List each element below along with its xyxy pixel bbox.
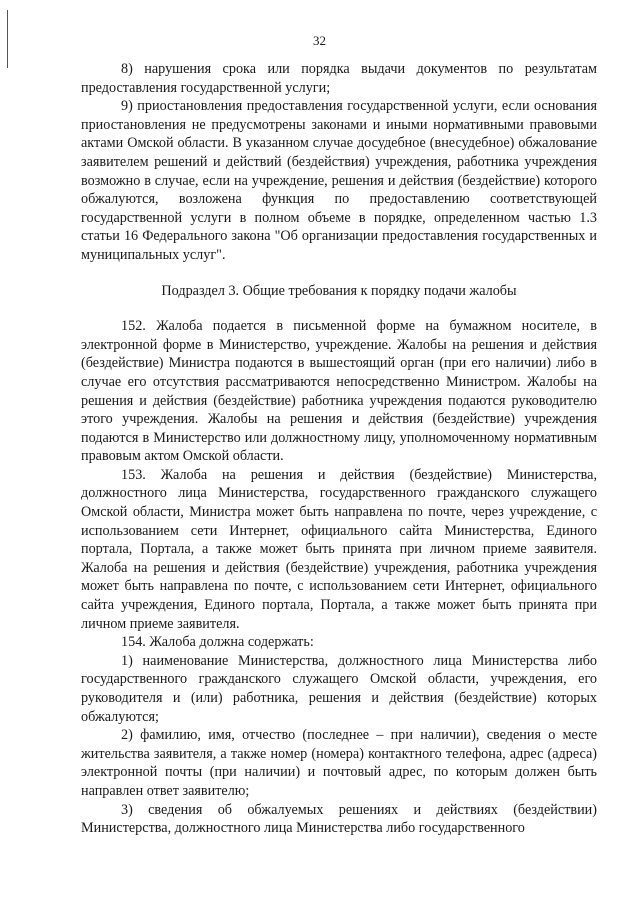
- paragraph-153: 153. Жалоба на решения и действия (бездействие) Министерства, должностного лица Министерства, государственного гражданского служащего Омской области, Министра может быть направлена по почте, через учреждение, с использованием сети Интернет, официального сайта Министерства, Единого портала, Портала, а также может быть принята при личном приеме заявителя. Жалоба на решения и действия (бездействие) учреждения, работника учреждения может быть направлена по почте, с использованием сети Интернет, официального сайта учреждения, Единого портала, Портала, а также может быть принята при личном приеме заявителя.: [81, 466, 597, 632]
- paragraph-item-9: 9) приостановления предоставления государственной услуги, если основания приостановления не предусмотрены законами и иными нормативными правовыми актами Омской области. В указанном случае досудебное (внесудебное) обжалование заявителем решений и действий (бездействия) учреждения, работника учреждения возможно в случае, если на учреждение, решения и действия (бездействие) которого обжалуются, возложена функция по предоставлению соответствующей государственной услуги в полном объеме в порядке, определенном частью 1.3 статьи 16 Федерального закона "Об организации предоставления государственных и муниципальных услуг".: [81, 98, 597, 263]
- page-number: 32: [313, 33, 326, 48]
- paragraph-154-item-3: 3) сведения об обжалуемых решениях и действиях (бездействии) Министерства, должностного лица Министерства либо государственного: [81, 801, 597, 837]
- subsection-title: Подраздел 3. Общие требования к порядку подачи жалобы: [161, 282, 517, 299]
- paragraph-item-8: 8) нарушения срока или порядка выдачи документов по результатам предоставления государственной услуги;: [81, 61, 597, 96]
- paragraph-152: 152. Жалоба подается в письменной форме на бумажном носителе, в электронной форме в Министерство, учреждение. Жалобы на решения и действия (бездействие) Министра подаются в вышестоящий орган (при его наличии) либо в случае его отсутствия рассматриваются непосредственно Министром. Жалобы на решения и действия (бездействие) работника учреждения подаются руководителю этого учреждения. Жалобы на решения и действия (бездействие) учреждения подаются в Министерство или должностному лицу, уполномоченному нормативным правовым актом Омской области.: [81, 318, 597, 465]
- document-body: [81, 60, 597, 838]
- paragraph-154-item-2: 2) фамилию, имя, отчество (последнее – при наличии), сведения о месте жительства заявителя, а также номер (номера) контактного телефона, адрес (адреса) электронной почты (при наличии) и почтовый адрес, по которым должен быть направлен ответ заявителю;: [81, 727, 597, 799]
- paragraph-154-item-1: 1) наименование Министерства, должностного лица Министерства либо государственного гражданского служащего Омской области, учреждения, его руководителя и (или) работника, решения и действия (бездействие) которых обжалуются;: [81, 652, 597, 725]
- paragraph-154: 154. Жалоба должна содержать:: [121, 634, 314, 651]
